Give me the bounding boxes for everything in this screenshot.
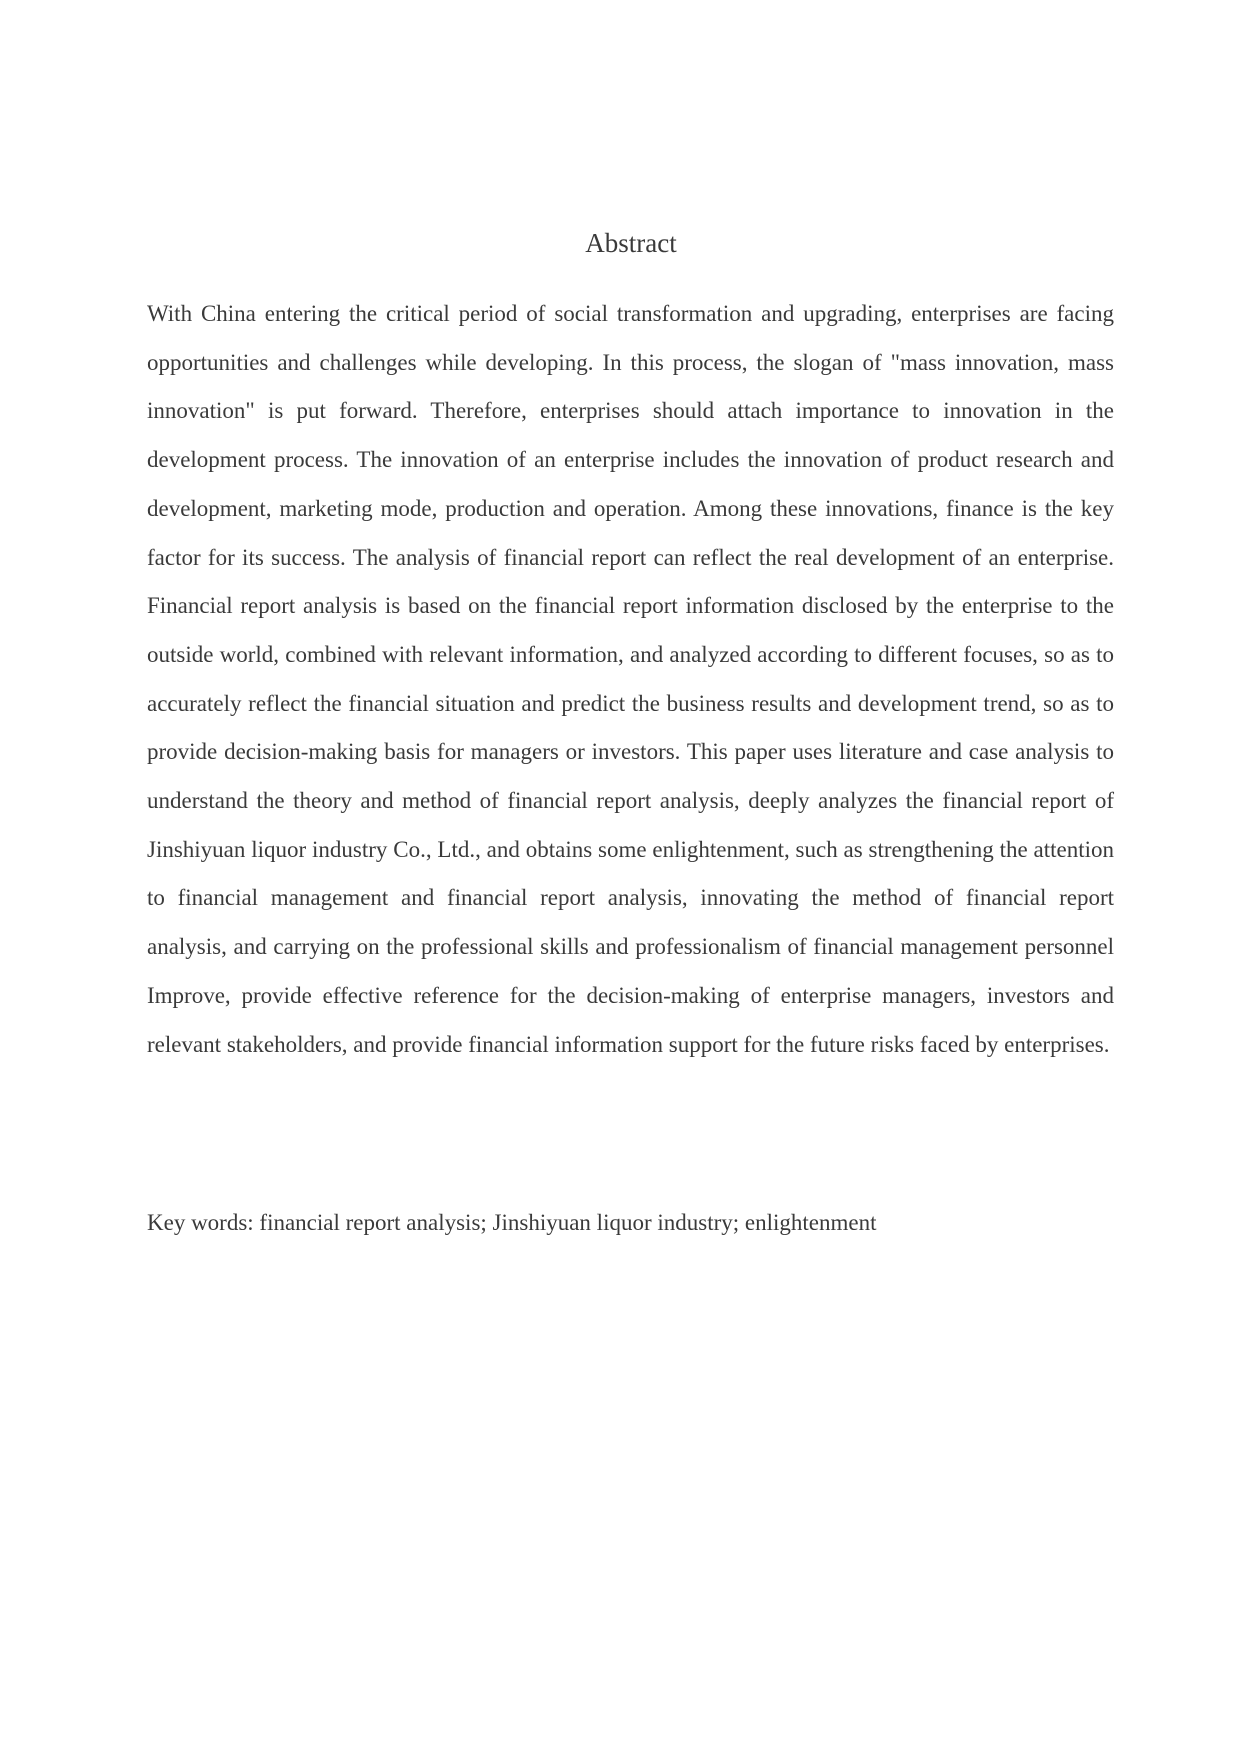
abstract-title: Abstract bbox=[585, 228, 677, 258]
abstract-body: With China entering the critical period of social transformation and upgrading, enterprises are facing opportunities and challenges while developing. In this process, the slogan of "mass innovation, mass innovation" is put forward. Therefore, enterprises should attach importance to innovation in the development process. The innovation of an enterprise includes the innovation of product research and development, marketing mode, production and operation. Among these innovations, finance is the key factor for its success. The analysis of financial report can reflect the real development of an enterprise. Financial report analysis is based on the financial report information disclosed by the enterprise to the outside world, combined with relevant information, and analyzed according to different focuses, so as to accurately reflect the financial situation and predict the business results and development trend, so as to provide decision-making basis for managers or investors. This paper uses literature and case analysis to understand the theory and method of financial report analysis, deeply analyzes the financial report of Jinshiyuan liquor industry Co., Ltd., and obtains some enlightenment, such as strengthening the attention to financial management and financial report analysis, innovating the method of financial report analysis, and carrying on the professional skills and professionalism of financial management personnel Improve, provide effective reference for the decision-making of enterprise managers, investors and relevant stakeholders, and provide financial information support for the future risks faced by enterprises. bbox=[147, 301, 1114, 1057]
keywords-line: Key words: financial report analysis; Jinshiyuan liquor industry; enlightenment bbox=[147, 1210, 877, 1235]
